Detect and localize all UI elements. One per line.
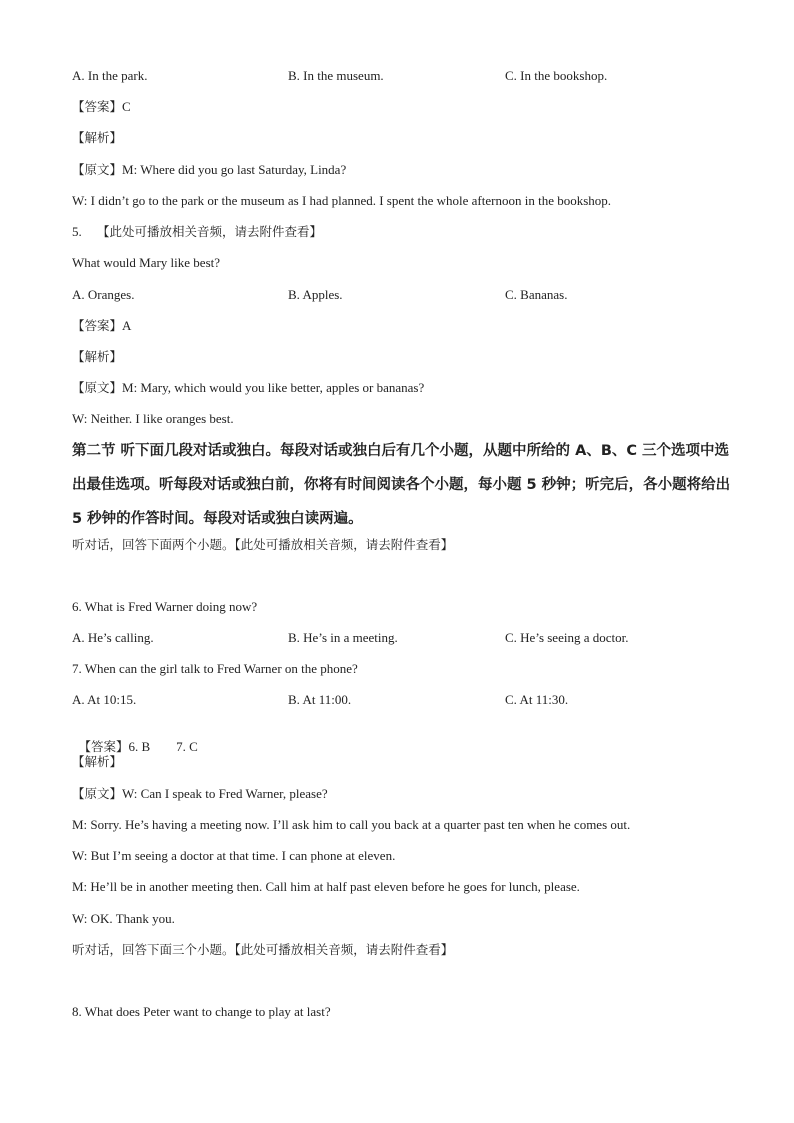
q5-audio-note: 【此处可播放相关音频，请去附件查看】	[97, 224, 323, 239]
q7-option-b: B. At 11:00.	[288, 692, 352, 707]
q5-option-a: A. Oranges.	[72, 287, 135, 302]
dialog1-answer	[72, 723, 198, 755]
transcript-label: 【原文】	[72, 786, 123, 801]
q4-option-b: B. In the museum.	[288, 68, 384, 83]
q6-option-c: C. He’s seeing a doctor.	[505, 630, 629, 645]
answer-label: 【答案】	[72, 99, 123, 114]
dialog1-intro: 听对话，回答下面两个小题。【此处可播放相关音频，请去附件查看】	[72, 537, 454, 552]
q5-header	[72, 224, 322, 240]
q5-option-c: C. Bananas.	[505, 287, 568, 302]
answer-value: C	[122, 99, 131, 114]
transcript-line: W: Can I speak to Fred Warner, please?	[122, 786, 328, 801]
q5-transcript-line: W: Neither. I like oranges best.	[72, 411, 234, 426]
transcript-line: M: Where did you go last Saturday, Linda?	[122, 162, 347, 177]
q5-transcript	[72, 380, 424, 396]
q4-option-c: C. In the bookshop.	[505, 68, 608, 83]
transcript-label: 【原文】	[72, 380, 123, 395]
answer-value: 6. B 7. C	[128, 739, 198, 754]
transcript-label: 【原文】	[72, 162, 123, 177]
q4-transcript	[72, 162, 346, 178]
answer-value: A	[122, 318, 132, 333]
q7-question: 7. When can the girl talk to Fred Warner on the phone?	[72, 661, 358, 676]
q8-question: 8. What does Peter want to change to play at last?	[72, 1004, 331, 1019]
dialog1-transcript-line: M: He’ll be in another meeting then. Call him at half past eleven before he goes for lunch, please.	[72, 879, 580, 894]
q7-option-a: A. At 10:15.	[72, 692, 137, 707]
q5-question: What would Mary like best?	[72, 255, 221, 270]
dialog1-analysis-label: 【解析】	[72, 754, 123, 769]
section-2-instructions: 第二节 听下面几段对话或独白。每段对话或独白后有几个小题，从题中所给的 A、B、C 三个选项中选出最佳选项。听每段对话或独白前，你将有时间阅读各个小题，每小题 5 秒钟；听完后，各小题将给出 5 秒钟的作答时间。每段对话或独白读两遍。	[72, 443, 731, 527]
q7-option-c: C. At 11:30.	[505, 692, 569, 707]
q5-option-b: B. Apples.	[288, 287, 343, 302]
q4-transcript-line: W: I didn’t go to the park or the museum as I had planned. I spent the whole afternoon in the bookshop.	[72, 193, 612, 208]
transcript-line: M: Mary, which would you like better, apples or bananas?	[122, 380, 425, 395]
q6-option-b: B. He’s in a meeting.	[288, 630, 398, 645]
q4-option-a: A. In the park.	[72, 68, 148, 83]
dialog1-transcript-line: W: OK. Thank you.	[72, 911, 175, 926]
dialog2-intro: 听对话，回答下面三个小题。【此处可播放相关音频，请去附件查看】	[72, 942, 454, 957]
dialog1-transcript	[72, 786, 328, 802]
q6-question: 6. What is Fred Warner doing now?	[72, 599, 258, 614]
answer-label: 【答案】	[72, 318, 123, 333]
q5-analysis-label: 【解析】	[72, 349, 123, 364]
dialog1-transcript-line: M: Sorry. He’s having a meeting now. I’ll ask him to call you back at a quarter past ten when he comes out.	[72, 817, 631, 832]
dialog1-transcript-line: W: But I’m seeing a doctor at that time. I can phone at eleven.	[72, 848, 396, 863]
q4-analysis-label: 【解析】	[72, 130, 123, 145]
q4-answer	[72, 99, 131, 115]
answer-label: 【答案】	[78, 739, 129, 754]
q6-option-a: A. He’s calling.	[72, 630, 154, 645]
q5-number: 5.	[72, 224, 82, 239]
q5-answer	[72, 318, 131, 334]
